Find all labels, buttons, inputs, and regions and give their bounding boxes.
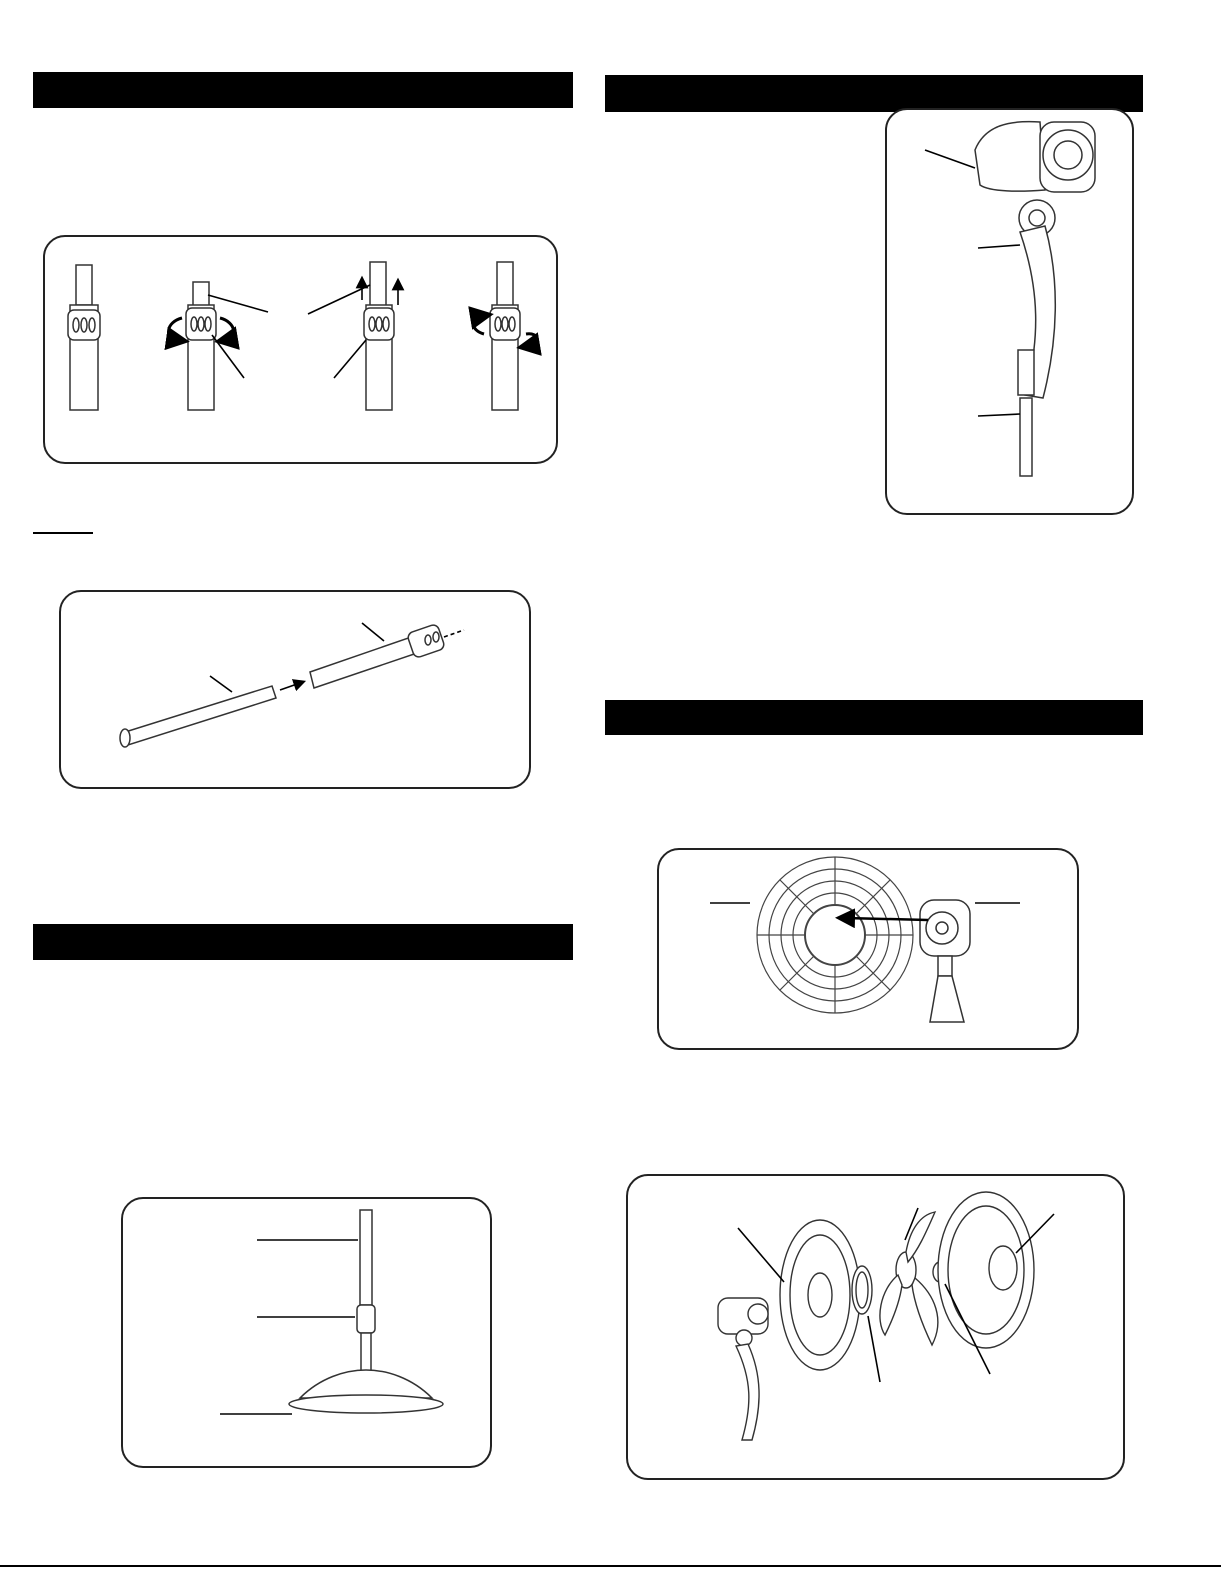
rear-grille-icon: [757, 857, 913, 1013]
page-bottom-rule: [0, 1565, 1221, 1567]
motor-head-icon: [975, 122, 1095, 476]
exploded-fan-icon: [718, 1192, 1034, 1440]
pole-insert-icon: [120, 623, 445, 747]
pole-collar-icon: [68, 262, 520, 410]
